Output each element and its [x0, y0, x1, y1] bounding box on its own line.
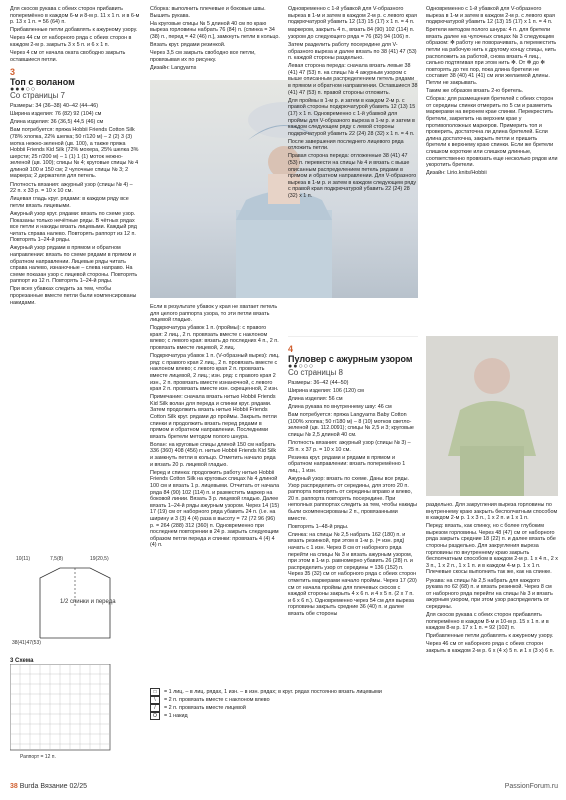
pattern-chart [10, 658, 140, 768]
width: Ширина изделия: 76 (82) 92 (104) см [10, 111, 102, 118]
text-block: Сборка: выполнить плечевые и боковые швы. Вышить рукава. [150, 6, 266, 19]
column-3-section4 [288, 340, 418, 619]
column-2-lower [150, 304, 280, 550]
chart-legend [150, 688, 420, 720]
gauge: Плотность вязания: ажурный узор (спицы № 3) – 25 п. x 37 р. = 10 x 10 см. [288, 440, 411, 453]
sizes: Размеры: 36–42 (44–50) [288, 379, 349, 386]
text-block: Подкрючатура убавок 1 п. (V-образный вырез): лиц. ряд: с правого края 2 лиц., 2 п. провязать вместе с наклоном влево; с левого края 2 п. провязать вместе лицевой, 2 лиц.; изн. ряд: с правого края 2 изн., 2 п. провязать вместе изнаночной, с левого края 2 п. провязать вместе изн. скрещенной, 2 изн. [150, 353, 280, 393]
column-2 [150, 6, 280, 73]
text-block: Через 3,5 см закрыть свободно все петли, провязывая их по рисунку. [150, 50, 256, 63]
stitch-1: Лицевая гладь круг. рядами: в каждом ряду все петли вязать лицевыми. [10, 196, 129, 209]
section-number: 4 [288, 344, 294, 354]
text-block: Волан: на круговые спицы длиной 150 см набрать 336 (360) 408 (456) п. нитью Hobbii Friends Kid Silk и замкнуть петли в кольцо. Отметить начало ряда и вязать 20 р. лицевой гладью. [150, 441, 277, 468]
difficulty-dots: ●●●○○ [10, 85, 37, 93]
column-4-lower [426, 502, 558, 656]
section-title: Топ с воланом [10, 76, 75, 87]
text-block: Бретели методом полого шнура: 4 п. для бретели вязать далее на чулочных спицах № 3 следующим образом: ✻ работу не поворачивать, а переместить петли на рабочую нить к другому концу спицы, нить расположить за работой, снова вязать 4 лиц., сильно подтягивая при этом нить ✻. От ✻ до ✻ повторять до тех пор, пока длина бретели не составит 38 (40) 41 (41) см или желаемой длины. Петли не закрывать. [426, 27, 557, 87]
pattern-diagram [10, 548, 140, 648]
text-block: Затем разделить работу посередине для V-образного выреза и далее вязать по 38 (41) 47 (53) п. каждой стороны раздельно. [288, 41, 417, 62]
lace: Ажурный узор: вязать по схеме. Даны все ряды. Узор распределить от середины, для этого 20 п. раппорта повторять от середины вправо и влево, 20 п. раппорта повторять посередине. При неполных раппортах следить за тем, чтобы накиды были скомпенсированы 2 п., провязанными вместе. [288, 476, 418, 522]
stitch-3: Ажурный узор рядами в прямом и обратном направлении: вязать по схеме рядами в прямом и обратном направлении. Лицевые ряды читать справа налево, изнаночные – слева направо. На схеме показан узор с лицевой стороны. Повторять раппорт из 12 п. Повторять 1–24-й ряды. [10, 245, 138, 285]
divider [288, 336, 418, 337]
model-photo-pullover [426, 336, 558, 496]
rapport-label: Раппорт = 12 п. [20, 754, 56, 760]
designer: Дизайн: Langyarns [150, 64, 197, 71]
designer: Дизайн: Lirio.knits/Hobbii [426, 170, 487, 177]
difficulty-dots: ●●○○○ [288, 362, 315, 370]
text-block: Одновременно с 1-й убавкой для V-образного выреза в 1-м и затем в каждом 2-м р. с левого края подкрючатурой убавить 12 (13) 15 (17) х 1 п. = 4 п. [288, 6, 417, 26]
section-number: 3 [10, 67, 16, 78]
text-block: Перед: вязать, как спинку, но с более глубоким вырезом горловины. Через 48 (47) см от наборного ряда закрыть средние 18 (22) п. и далее вязать обе стороны раздельно. Для закругления выреза горловины по внутреннему краю закрыть бесполчатным способом в каждом 2-м р. 1 х 4 п., 2 х 3 п., 1 х 2 п., 1 х 1 п. и в каждом 4-м р. 1 х 1 п. Плечевые скосы выполнить так же, как на спинке. [426, 523, 558, 576]
column-1 [10, 6, 140, 308]
legend-text: = 2 п. провязать вместе лицевой [164, 704, 246, 711]
column-4 [426, 6, 558, 178]
length: Длина изделия: 36 (36,5) 44,5 (46) см [10, 119, 104, 126]
gauge: Плотность вязания: ажурный узор (спицы № 4) – 22 п. x 33 р. = 10 x 10 см. [10, 181, 133, 195]
text-block: На круговые спицы № 5 длиной 40 см по краю выреза горловины набрать 76 (84) п. (спинка = 34 (38) п., перед = 42 (46) п.], замкнуть петли в кольцо. [150, 20, 280, 40]
diagram-label: 10(11) [16, 556, 31, 562]
legend-row [150, 704, 420, 712]
diagram-label: 7,5(8) [50, 556, 64, 562]
chart-grid [10, 664, 140, 760]
repeat: Повторять 1–48-й ряды. [288, 523, 349, 530]
section-subtitle: Со страницы 8 [288, 368, 343, 378]
magazine-name: Burda Вязание [19, 783, 68, 790]
text-block: раздельно. Для закругления выреза горловины по внутреннему краю закрыть бесполчатным способом в каждом 2-м р. 1 х 3 п., 1 х 2 п. и 1 х 1 п. [426, 502, 558, 522]
text-block: Примечание: сначала вязать нитью Hobbii Friends Kid Silk волан для переда и спинки круг. рядами. Затем продолжить вязать нитью Hobbii Friends Cotton Silk круг. рядами до проймы. Закрыть петли спинки и продолжить вязать перед рядами в прямом и обратном направлении. Последними вязать бретели методом полого шнура. [150, 394, 277, 440]
legend-text: = 2 п. провязать вместе с наклоном влево [164, 696, 270, 703]
sleeve-length: Длина рукава по внутреннему шву: 46 см [288, 404, 392, 411]
legend-row [150, 688, 420, 696]
text-block: Вязать круг. рядами резинкой. [150, 41, 226, 48]
issue-number: 02/25 [69, 783, 88, 790]
text-block: Подкрючатура убавок 1 п. (проймы): с правого края: 2 лиц., 2 п. провязать вместе с наклоном влево; с левого края: вязать до последних 4 п., 2 п. провязать вместе лицевой, 2 лиц. [150, 325, 279, 352]
text-block: Через 4 см от начала оката свободно закрыть оставшиеся петли. [10, 50, 126, 63]
section-title: Пуловер с ажурным узором [288, 353, 413, 364]
legend-row [150, 712, 420, 720]
decrease-left-icon: \ [150, 696, 160, 704]
section-subtitle: Со страницы 7 [10, 91, 65, 101]
watermark: PassionForum.ru [504, 783, 558, 790]
text-block: Таким же образом вязать 2-ю бретель. [426, 88, 524, 95]
note: При всех убавках следить за тем, чтобы прорезанные вместе петли были компенсированы накидами. [10, 286, 137, 306]
diagram-label: 38(41)47(53) [12, 640, 41, 646]
text-block: Перед и спинка: продолжить работу нитью Hobbii Friends Cotton Silk на круговых спицах № 4 длиной 100 см и вязать 1 р. лицевыми. Отчитать от начала ряда 84 (90) 102 (114) п. и разместить маркер на боковой линии. Вязать 3 р. лицевой гладью. Далее вязать 1–24-й ряды ажурным узором. Через 14 (15) 17 (19) см от наборного ряда убавить 24 п. (i.e. на ширину и 3 (3) 4 (4) раза в высоту = 72 (72 96 (96) р. = 264 (288) 312 (360) п. Одновременно при последнем повторении в 24 р. закрыть следующим образом петли переда и спинки: провязать 4 (4) 4 (4) п. [150, 469, 280, 549]
legend-text: = 1 лиц. – в лиц. рядах, 1 изн. – в изн. рядах; в круг. рядах постоянно вязать лицевыми [164, 688, 382, 695]
sizes: Размеры: 34 (36–38) 40–42 (44–46) [10, 103, 99, 110]
diagram-title: 1/2 спинки и переда [60, 599, 116, 605]
diagram-label: 19(20,5) [90, 556, 109, 562]
text-block: Для скосов рукава с обеих сторон прибавить поперемённо в каждом 6-м и 8-м р. 11 х 1 п. и в 6-м р. 13 х 1 п. = 56 (64) п. [10, 6, 140, 26]
legend-row [150, 696, 420, 704]
width: Ширина изделия: 106 (120) см [288, 387, 364, 394]
diagram-svg [10, 548, 140, 648]
photo-illustration-2 [426, 336, 558, 496]
back: Спинка: на спицы № 2,5 набрать 162 (180) п. и вязать резинкой, при этом в 1-м р. (= изн. ряд) начать с 1 изн. Через 8 см от наборного ряда перейти на спицы № 3 и вязать ажурным узором, при этом в 1-м р. равномерно убавить 26 (28) п. и распределить узор от середины = 136 (152) п. Через 35 (32) см от наборного ряда с обеих сторон отметить маркерами начало проймы. Через 17 (20) см от начала проймы для плечевых скосов с каждой стороны закрыть 4 х 6 п. и 4 х 5 п. (2 х 7 п. и 6 х 6 п.). Одновременно через 54 см для выреза горловины закрыть средние 36 (40) п. и далее вязать обе стороны [288, 531, 417, 617]
legend-text: = 1 накид [164, 712, 188, 719]
page-number: 38 [10, 783, 18, 790]
length: Длина изделия: 56 см [288, 395, 343, 402]
text-block: Левая сторона переда: сначала вязать левые 38 (41) 47 (53) п. на спицы № 4 ажурным узором с выше описанным распределением петель рядами в прямом и обратном направлении. Оставшиеся 38 (41) 47 (53) п. правой стороны отложить. [288, 63, 418, 96]
text-block: маркером, закрыть 4 п., вязать 84 (90) 102 (114) п. узором до следующего ряда = 76 (82) 94 (106) п. [288, 27, 415, 40]
text-block: После завершения последнего лицевого ряда отложить петли. [288, 138, 404, 152]
text-block: Прибавленные петли добавлять к ажурному узору. [426, 633, 554, 640]
text-block: Рукава: на спицы № 2,5 набрать для каждого рукава по 62 (68) п. и вязать резинкой. Через 8 см от наборного ряда перейти на спицы № 3 и вязать ажурным узором, при этом узор распределить от середины. [426, 577, 553, 610]
text-block: Для проймы в 1-м р. и затем в каждом 2-м р. с правой стороны подкрючатурой убавить 12 (13) 15 (17) х 1 п. Одновременно с 1-й убавкой для проймы для V-образного выреза в 1-м р. и затем в каждом следующем ряду с левой стороны подкрючатурой убавить 22 (24) 28 (32) х 1 п. = 4 п. [288, 97, 416, 137]
knit-symbol-icon: □ [150, 688, 160, 696]
text-block: Для скосов рукава с обеих сторон прибавлять поперемённо в каждом 8-м и 10-м р. 15 х 1 п. и в каждом 8-м р. 17 х 1 п. = 92 (102) п. [426, 612, 549, 632]
text-block: Если в результате убавок у края не хватает петель для целого раппорта узора, то эти петли вязать лицевой гладью. [150, 304, 278, 324]
text-block: Через 44 см от наборного ряда с обеих сторон в каждом 2-м р. закрыть 3 х 5 п. и 6 х 1 п. [10, 35, 132, 48]
text-block: Одновременно с 1-й убавкой для V-образного выреза в 1-м и затем в каждом 2-м р. с левого края подкрючатурой убавить 12 (13) 15 (17) х 1 п. = 4 п. [426, 6, 555, 26]
decrease-right-icon: / [150, 704, 160, 712]
yarn-over-icon: O [150, 712, 160, 720]
chart-title: 3 Схема [10, 658, 34, 664]
materials: Вам потребуется: пряжа Hobbii Friends Cotton Silk (78% хлопка, 22% шелка; 50 г/120 м) – 2 (2) 3 (3) мотка нежно-зеленой (цв. 100), а также пряжа Hobbii Friends Kid Silk (72% мохера, 25% шелка 3% шерсти; 25 г/200 м) – 1 (1) 1 (1) моток нежно-зеленой (цв. 100); спицы № 4; круговые спицы № 4 длиной 100 и 150 см; 2 чулочные спицы № 3; 2 маркера; 2 держателя для петель. [10, 127, 139, 180]
text-block: Правая сторона переда: отложенные 38 (41) 47 (53) п. перевести на спицы № 4 и вязать с выше описанным распределением петель рядами в прямом и обратном направлении. Для V-образного выреза в 1-м р. и затем в каждом следующем ряду с правой края подкрючатурой убавить 22 (24) 28 (32) х 1 п. [288, 153, 417, 200]
rib: Резинка круг. рядами и рядами в прямом и обратном направлении: вязать поперемённо 1 лиц., 1 изн. [288, 454, 406, 474]
footer [10, 783, 87, 790]
stitch-2: Ажурный узор круг. рядами: вязать по схеме узор. Показаны только нечётные ряды. В чётных рядах все петли и накиды вязать лицевыми. Каждый ряд читать справа налево. Повторять раппорт из 12 п. Повторять 1–24-й ряды. [10, 210, 137, 244]
text-block: Сборка: для размещения бретелей с обеих сторон от середины спинки отмерить по 5 см и разметить маркерами на верхнем крае спинки. Перекрестить бретели, закрепить на верхнем крае у противоположных маркеров. Примерить топ и проверить, достаточна ли длина бретелей. Если длина достаточна, закрыть петли и пришить бретели к верхнему краю спинки. Если же бретели слишком короткие или слишком длинные, соответственно провязать еще несколько рядов или укоротить бретели. [426, 96, 558, 169]
text-block: Через 46 см от наборного ряда с обеих сторон закрыть в каждом 2-м р. 6 х (4 х) 5 п. и 1 х (3 х) 6 п. [426, 641, 555, 654]
text-block: Прибавленные петли добавлять к ажурному узору. [10, 27, 138, 34]
column-3 [288, 6, 418, 201]
materials: Вам потребуется: пряжа Langyarns Baby Cotton (100% хлопка; 50 г/180 м) – 8 (10) мотков светло-зеленой (цв. 112.0091); спицы № 2,5 и 3; круговые спицы № 2,5 длиной 40 см. [288, 412, 414, 438]
